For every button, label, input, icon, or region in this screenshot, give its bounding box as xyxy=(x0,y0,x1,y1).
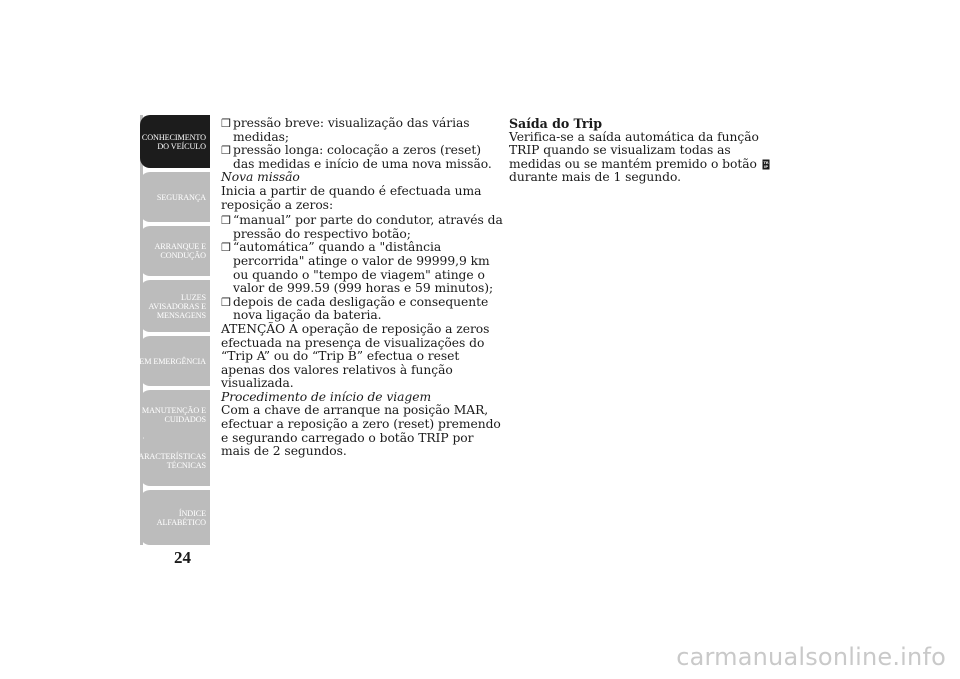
nova-missao-intro: Inicia a partir de quando é efectuada uma reposição a zeros: xyxy=(221,183,482,212)
list-item xyxy=(221,117,505,144)
tab-seguranca[interactable] xyxy=(140,172,210,222)
list-item-text: “manual” por parte do condutor, através da pressão do respectivo botão; xyxy=(233,213,503,241)
checkbox-bullet-icon: ❒ xyxy=(221,144,231,158)
section-subtitle-nova-missao: Nova missão xyxy=(221,170,300,185)
tab-label-line: ÍNDICE xyxy=(178,508,206,518)
tab-caracteristicas-tecnicas[interactable] xyxy=(132,436,210,486)
list-item-text: pressão breve: visualização das várias medidas; xyxy=(233,116,470,144)
checkbox-bullet-icon: ❒ xyxy=(221,241,231,255)
tab-label-line: DO VEÍCULO xyxy=(157,141,206,151)
tab-label-line: CARACTERÍSTICAS xyxy=(132,452,206,461)
saida-do-trip-paragraph xyxy=(509,131,771,185)
checkbox-bullet-icon: ❒ xyxy=(221,117,231,130)
checkbox-bullet-icon: ❒ xyxy=(221,214,231,228)
svg-text:IP: IP xyxy=(763,164,768,169)
trip-button-icon xyxy=(762,159,770,170)
checkbox-bullet-icon: ❒ xyxy=(221,295,231,309)
watermark: carmanualsonline.info xyxy=(676,643,946,671)
tab-label-line: ARRANQUE E xyxy=(154,242,206,251)
tab-label-line: ALFABÉTICO xyxy=(156,517,206,527)
tab-label-line: TÉCNICAS xyxy=(166,461,206,470)
tab-label-line: EM EMERGÊNCIA xyxy=(139,356,206,366)
tab-label-line: MANUTENÇÃO E xyxy=(141,406,206,415)
list-item-text: “automática” quando a "distância percorrida" atinge o valor de 99999,9 km ou quando o "tempo de viagem" atinge o valor de 999.59 (999 horas e 59 minutos); xyxy=(233,240,494,296)
tab-label-line: SEGURANÇA xyxy=(156,192,206,202)
list-item xyxy=(221,296,505,323)
tab-em-emergencia[interactable] xyxy=(140,336,210,386)
tab-label-line: CUIDADOS xyxy=(164,415,206,424)
paragraph-text: durante mais de 1 segundo. xyxy=(509,170,681,185)
paragraph-text: Verifica-se a saída automática da função TRIP quando se visualizam todas as medidas ou se mantém premido o botão xyxy=(509,129,759,171)
atencao-paragraph: ATENÇÃO A operação de reposição a zeros efectuada na presença de visualizações do “Trip A” ou do “Trip B” efectua o reset apenas dos valores relativos à função visualizada. xyxy=(221,321,490,391)
left-column xyxy=(221,117,505,459)
list-item xyxy=(221,214,505,241)
svg-text:TR: TR xyxy=(763,160,769,165)
list-item xyxy=(221,241,505,295)
section-title-saida-do-trip: Saída do Trip xyxy=(509,116,603,131)
tab-label-line: MENSAGENS xyxy=(156,310,206,320)
list-item xyxy=(221,144,505,171)
tab-indice-alfabetico[interactable] xyxy=(140,490,210,545)
list-item-text: pressão longa: colocação a zeros (reset) das medidas e início de uma nova missão. xyxy=(233,143,492,171)
procedimento-paragraph: Com a chave de arranque na posição MAR, efectuar a reposição a zero (reset) premendo e segurando carregado o botão TRIP por mais de 2 segundos. xyxy=(221,403,501,459)
section-subtitle-procedimento: Procedimento de início de viagem xyxy=(221,389,432,404)
tab-arranque-e-conducao[interactable] xyxy=(140,226,210,276)
tab-conhecimento-do-veiculo[interactable] xyxy=(140,115,210,168)
tab-manutencao-e-cuidados[interactable] xyxy=(140,390,210,440)
list-item-text: depois de cada desligação e consequente nova ligação da bateria. xyxy=(233,294,489,323)
page-number: 24 xyxy=(174,548,191,567)
tab-luzes-avisadoras-e-mensagens[interactable] xyxy=(140,280,210,332)
tab-label-line: AVISADORAS E xyxy=(148,301,206,311)
right-column xyxy=(509,117,771,185)
tab-label-line: CONDUÇÃO xyxy=(160,251,206,260)
tab-label-line: LUZES xyxy=(181,292,206,302)
tab-label-line: CONHECIMENTO xyxy=(141,132,206,142)
